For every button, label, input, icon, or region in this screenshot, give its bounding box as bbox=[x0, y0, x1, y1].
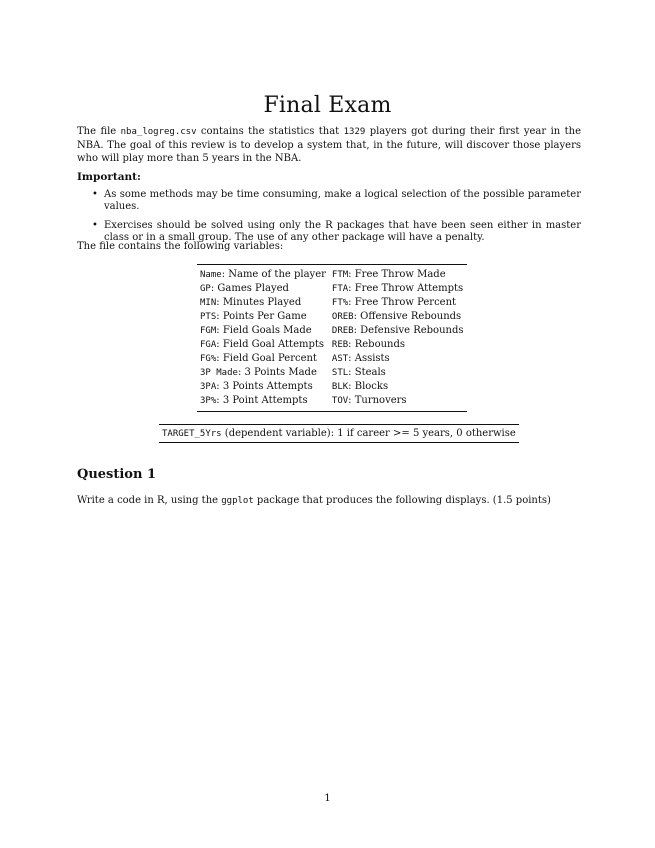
variable-description: : Free Throw Made bbox=[348, 269, 446, 280]
variable-description: : 3 Point Attempts bbox=[216, 395, 308, 406]
table-row bbox=[197, 380, 467, 394]
variable-code: 3PA bbox=[200, 382, 217, 392]
variable-code: MIN bbox=[200, 298, 217, 308]
variable-description: : Assists bbox=[348, 353, 390, 364]
variable-cell-right bbox=[329, 380, 467, 394]
variable-description: : Field Goals Made bbox=[216, 325, 312, 336]
filename: nba_logreg.csv bbox=[120, 127, 197, 137]
variable-cell-left bbox=[197, 265, 329, 283]
intro-text-2: contains the statistics that bbox=[196, 126, 344, 137]
variable-cell-right bbox=[329, 265, 467, 283]
variable-description: : Games Played bbox=[210, 283, 289, 294]
page-title: Final Exam bbox=[263, 92, 392, 118]
variable-cell-left bbox=[197, 352, 329, 366]
variable-description: : 3 Points Attempts bbox=[216, 381, 313, 392]
target-table bbox=[159, 424, 519, 443]
list-item bbox=[90, 189, 581, 213]
variables-intro: The file contains the following variables: bbox=[77, 241, 284, 252]
variable-code: FGM bbox=[200, 326, 217, 336]
variable-description: : Name of the player bbox=[221, 269, 326, 280]
bullet-icon: • bbox=[92, 189, 98, 200]
variable-cell-left bbox=[197, 324, 329, 338]
variable-cell-left bbox=[197, 366, 329, 380]
variable-cell-left bbox=[197, 394, 329, 412]
variable-cell-right bbox=[329, 324, 467, 338]
variable-cell-right bbox=[329, 338, 467, 352]
variable-code: AST bbox=[331, 354, 349, 364]
variable-description: : 3 Points Made bbox=[237, 367, 317, 378]
variable-cell-left bbox=[197, 282, 329, 296]
variable-code: BLK bbox=[331, 382, 349, 392]
table-row bbox=[197, 265, 467, 283]
variable-description: : Free Throw Attempts bbox=[348, 283, 464, 294]
table-row bbox=[197, 338, 467, 352]
target-cell bbox=[159, 425, 519, 443]
bullet-text: As some methods may be time consuming, make a logical selection of the possible parameter values. bbox=[104, 189, 581, 212]
important-heading: Important: bbox=[77, 171, 141, 183]
variable-cell-right bbox=[329, 352, 467, 366]
variable-description: : Field Goal Percent bbox=[216, 353, 317, 364]
variable-code: FT% bbox=[331, 298, 349, 308]
variable-cell-left bbox=[197, 310, 329, 324]
variable-code: FTA bbox=[331, 284, 349, 294]
variable-code: Name bbox=[200, 270, 222, 280]
variable-cell-left bbox=[197, 338, 329, 352]
target-desc: (dependent variable): 1 if career >= 5 years, 0 otherwise bbox=[221, 428, 516, 439]
table-row bbox=[197, 352, 467, 366]
variable-description: : Points Per Game bbox=[216, 311, 307, 322]
variable-cell-right bbox=[329, 366, 467, 380]
bullet-icon: • bbox=[92, 220, 98, 231]
intro-text-3: players got during their first year in the NBA. The goal of this review is to develop a system that, in the future, will discover those players who will play more than 5 years in the NBA. bbox=[77, 126, 582, 164]
variable-code: OREB bbox=[331, 312, 354, 322]
question-text-2: package that produces the following displays. (1.5 points) bbox=[253, 495, 551, 506]
variable-code: DREB bbox=[331, 326, 354, 336]
target-code: TARGET_5Yrs bbox=[162, 429, 222, 439]
intro-text-1: The file bbox=[77, 126, 121, 137]
variable-cell-right bbox=[329, 310, 467, 324]
variable-description: : Free Throw Percent bbox=[348, 297, 457, 308]
intro-paragraph bbox=[77, 125, 581, 165]
variable-description: : Turnovers bbox=[348, 395, 407, 406]
table-row bbox=[197, 324, 467, 338]
variable-code: TOV bbox=[331, 396, 349, 406]
variable-code: FGA bbox=[200, 340, 217, 350]
question-heading: Question 1 bbox=[77, 467, 157, 482]
table-row bbox=[159, 425, 519, 443]
variable-code: 3P% bbox=[200, 396, 217, 406]
variable-code: STL bbox=[331, 368, 349, 378]
variable-description: : Rebounds bbox=[348, 339, 406, 350]
variable-code: PTS bbox=[200, 312, 217, 322]
table-row bbox=[197, 282, 467, 296]
variable-description: : Defensive Rebounds bbox=[353, 325, 464, 336]
variable-description: : Minutes Played bbox=[216, 297, 302, 308]
table-row bbox=[197, 296, 467, 310]
page-number: 1 bbox=[324, 793, 331, 804]
variable-cell-right bbox=[329, 282, 467, 296]
variable-cell-left bbox=[197, 380, 329, 394]
variable-description: : Blocks bbox=[348, 381, 389, 392]
variable-description: : Offensive Rebounds bbox=[353, 311, 462, 322]
bullet-text: Exercises should be solved using only the R packages that have been seen either in master class or in a small group. The use of any other package will have a penalty. bbox=[104, 220, 581, 243]
player-count: 1329 bbox=[343, 127, 366, 137]
table-row bbox=[197, 310, 467, 324]
question-text-1: Write a code in R, using the bbox=[77, 495, 222, 506]
variable-code: 3P Made bbox=[200, 368, 238, 378]
variables-table bbox=[197, 264, 467, 412]
table-row bbox=[197, 366, 467, 380]
question-text bbox=[77, 495, 551, 506]
variable-code: GP bbox=[200, 284, 211, 294]
variable-cell-right bbox=[329, 296, 467, 310]
package-name: ggplot bbox=[221, 496, 254, 506]
variable-description: : Steals bbox=[348, 367, 386, 378]
table-row bbox=[197, 394, 467, 412]
variable-description: : Field Goal Attempts bbox=[216, 339, 325, 350]
variable-code: FTM bbox=[331, 270, 349, 280]
variable-cell-left bbox=[197, 296, 329, 310]
variable-cell-right bbox=[329, 394, 467, 412]
variable-code: FG% bbox=[200, 354, 217, 364]
variable-code: REB bbox=[331, 340, 349, 350]
